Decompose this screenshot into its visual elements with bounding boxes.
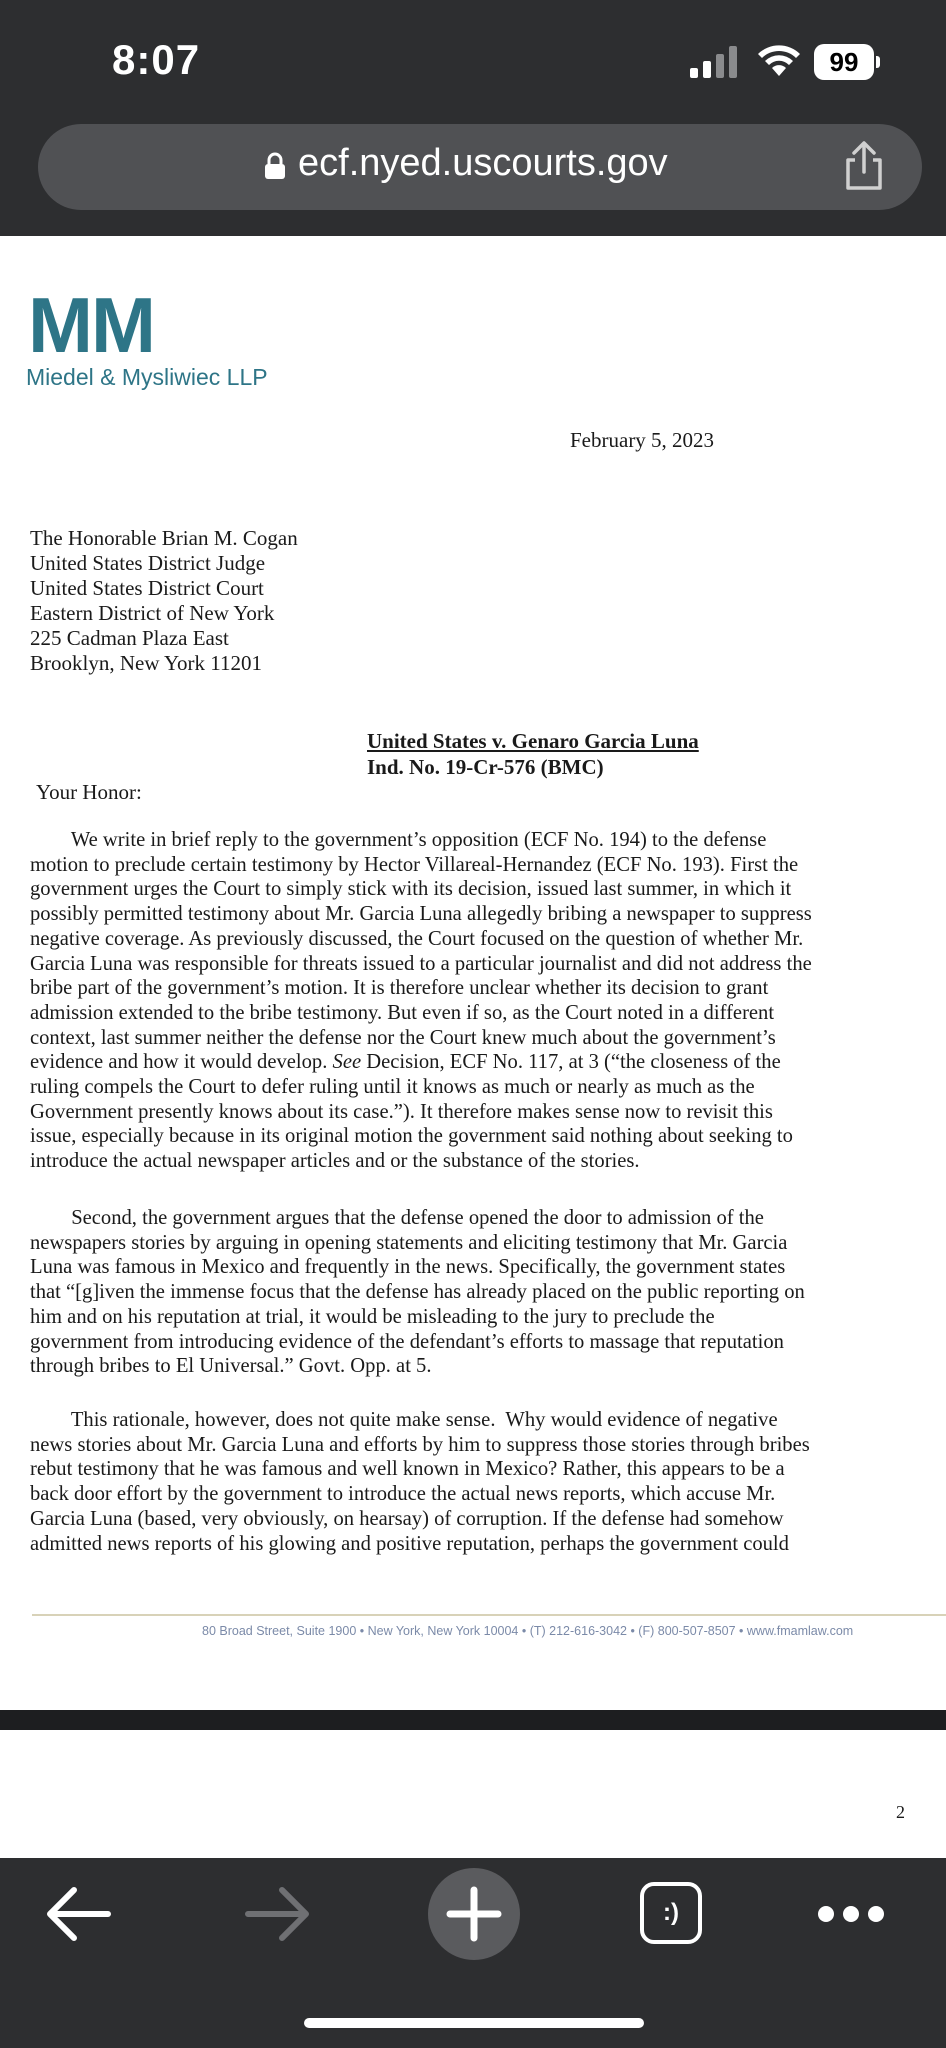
text-line: We write in brief reply to the government’s opposition (ECF No. 194) to the defense xyxy=(30,829,767,851)
text-line: admitted news reports of his glowing and positive reputation, perhaps the government could xyxy=(30,1532,789,1555)
battery-icon xyxy=(814,44,882,80)
address-line: Eastern District of New York xyxy=(30,601,275,625)
text-line: Garcia Luna was responsible for threats issued to a particular journalist and did not address the xyxy=(30,952,812,975)
text-line: admission extended to the bribe testimony. But even if so, as the Court noted in a different xyxy=(30,1001,775,1024)
address-line: Brooklyn, New York 11201 xyxy=(30,651,262,675)
status-time: 8:07 xyxy=(112,36,201,83)
status-bar xyxy=(0,0,946,236)
text-line: Second, the government argues that the defense opened the door to admission of the xyxy=(30,1207,764,1229)
lock-icon xyxy=(264,152,286,180)
forward-arrow-icon[interactable] xyxy=(242,1882,312,1946)
text-line: news stories about Mr. Garcia Luna and efforts by him to suppress those stories through bribes xyxy=(30,1433,810,1456)
more-options-icon[interactable] xyxy=(816,1902,886,1926)
text-line: that “[g]iven the immense focus that the defense has already placed on the public reporting on xyxy=(30,1281,805,1304)
text-line: government urges the Court to simply stick with its decision, issued last summer, in which it xyxy=(30,878,792,901)
text-line: bribe part of the government’s motion. It is therefore unclear whether its decision to grant xyxy=(30,977,769,1000)
text-line: introduce the actual newspaper articles and or the substance of the stories. xyxy=(30,1150,640,1173)
address-line: United States District Judge xyxy=(30,551,266,575)
wifi-icon xyxy=(758,44,800,78)
battery-level: 99 xyxy=(814,44,874,80)
paragraph-1 xyxy=(30,828,812,1174)
text-line: him and on his reputation at trial, it would be misleading to the jury to preclude the xyxy=(30,1305,715,1328)
page-number: 2 xyxy=(896,1802,905,1822)
text-line: rebut testimony that he was famous and well known in Mexico? Rather, this appears to be a xyxy=(30,1458,785,1481)
text-line: through bribes to El Universal.” Govt. Opp. at 5. xyxy=(30,1355,432,1378)
footer-divider xyxy=(32,1614,946,1616)
back-arrow-icon[interactable] xyxy=(44,1882,114,1946)
text-line: newspapers stories by arguing in opening statements and eliciting testimony that Mr. Garcia xyxy=(30,1231,788,1254)
letter-date: February 5, 2023 xyxy=(570,428,715,452)
text-line: This rationale, however, does not quite make sense. Why would evidence of negative xyxy=(30,1409,778,1431)
document-page[interactable] xyxy=(0,236,946,1710)
address-line: The Honorable Brian M. Cogan xyxy=(30,526,298,550)
salutation: Your Honor: xyxy=(36,780,142,804)
recipient-address xyxy=(30,526,298,676)
text-line: motion to preclude certain testimony by Hector Villareal-Hernandez (ECF No. 193). First the xyxy=(30,853,799,876)
text-line: Garcia Luna (based, very obviously, on hearsay) of corruption. If the defense had somehow xyxy=(30,1507,784,1530)
new-tab-button[interactable] xyxy=(428,1868,520,1960)
paragraph-3 xyxy=(30,1408,810,1556)
case-name: United States v. Genaro Garcia Luna xyxy=(367,729,699,753)
text-line: negative coverage. As previously discussed, the Court focused on the question of whether Mr. xyxy=(30,927,804,950)
home-indicator[interactable] xyxy=(304,2018,644,2028)
address-bar[interactable] xyxy=(38,124,922,210)
text-line: evidence and how it would develop. See Decision, ECF No. 117, at 3 (“the closeness of the xyxy=(30,1051,781,1074)
document-page-2[interactable] xyxy=(0,1730,946,1858)
text-line: back door effort by the government to introduce the actual news reports, which accuse Mr. xyxy=(30,1483,776,1506)
tabs-button[interactable]: :) xyxy=(640,1882,702,1944)
text-line: issue, especially because in its original motion the government said nothing about seeking to xyxy=(30,1125,793,1148)
text-line: ruling compels the Court to defer ruling until it knows as much or nearly as much as the xyxy=(30,1076,755,1099)
firm-logo-name: Miedel & Mysliwiec LLP xyxy=(26,364,268,390)
plus-icon xyxy=(428,1868,520,1960)
text-line: context, last summer neither the defense nor the Court knew much about the government’s xyxy=(30,1026,776,1049)
text-line: Luna was famous in Mexico and frequently in the news. Specifically, the government states xyxy=(30,1256,786,1279)
browser-toolbar xyxy=(0,1858,946,2048)
text-line: government from introducing evidence of the defendant’s efforts to massage that reputation xyxy=(30,1330,784,1353)
address-line: United States District Court xyxy=(30,576,264,600)
share-icon[interactable] xyxy=(840,140,888,192)
citation-signal: See xyxy=(332,1051,362,1074)
page-separator xyxy=(0,1710,946,1730)
address-line: 225 Cadman Plaza East xyxy=(30,626,229,650)
text-line: Government presently knows about its case.”). It therefore makes sense now to revisit this xyxy=(30,1100,773,1123)
cellular-signal-icon xyxy=(690,46,740,78)
firm-logo-monogram: MM xyxy=(28,281,154,369)
paragraph-2 xyxy=(30,1206,805,1379)
letter-footer: 80 Broad Street, Suite 1900 • New York, New York 10004 • (T) 212-616-3042 • (F) 800-507-8507 • www.fmamlaw.com xyxy=(202,1624,854,1638)
url-text[interactable]: ecf.nyed.uscourts.gov xyxy=(298,142,668,184)
case-index: Ind. No. 19-Cr-576 (BMC) xyxy=(367,755,604,779)
text-line: possibly permitted testimony about Mr. Garcia Luna allegedly bribing a newspaper to suppress xyxy=(30,903,812,926)
case-caption xyxy=(367,728,699,780)
battery-tip xyxy=(876,56,880,68)
